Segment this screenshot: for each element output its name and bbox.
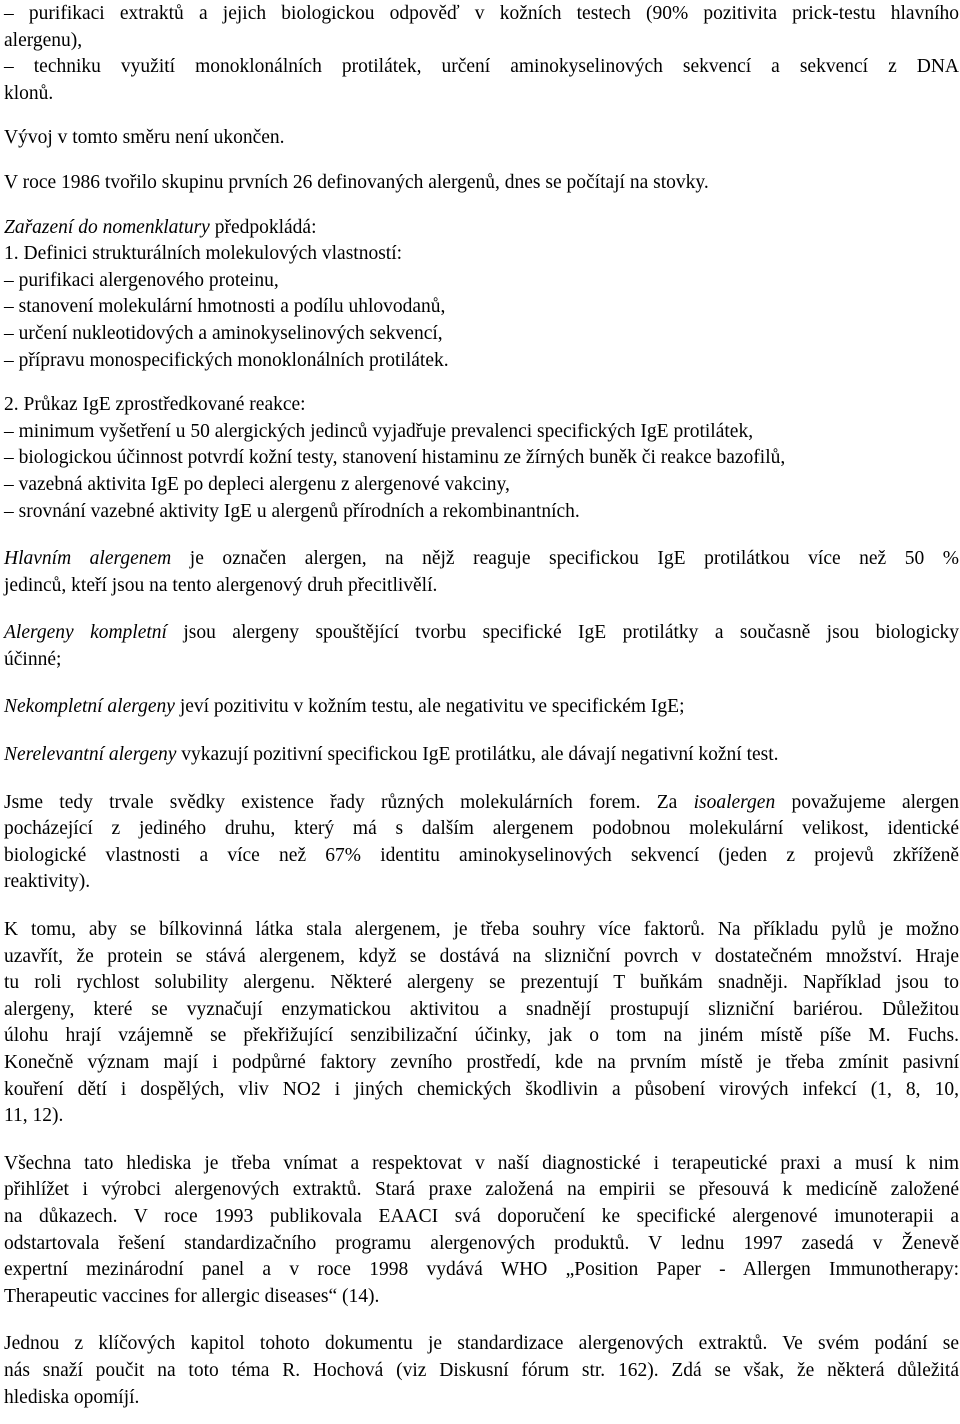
list-item: – stanovení molekulární hmotnosti a podílu uhlovodanů, (4, 296, 446, 318)
text-span: považujeme alergen (775, 791, 959, 813)
text-line: nás snaží poučit na toto téma R. Hochová (viz Diskusní fórum str. 162). Zdá se však, že některá důležitá (4, 1359, 959, 1381)
paragraph-factors (4, 917, 959, 1130)
text-line (4, 790, 959, 817)
paragraph-main-allergen (4, 546, 959, 599)
text-line (4, 546, 959, 573)
text-span: předpokládá: (209, 216, 317, 238)
text-line: Therapeutic vaccines for allergic diseases“ (14). (4, 1285, 380, 1307)
list-item: – určení nukleotidových a aminokyselinových sekvencí, (4, 322, 443, 344)
text-line: expertní mezinárodní panel a v roce 1998 vydává WHO „Position Paper - Allergen Immunotherapy: (4, 1259, 959, 1281)
text-line: alergeny, které se vyznačují enzymatickou aktivitou a snadnějí prostupují slizniční bariérou. Důležitou (4, 998, 959, 1020)
text-line: přihlížet i výrobci alergenových extraktů. Stará praxe založená na empirii se přesouvá k medicíně založené (4, 1179, 959, 1201)
list-item: – srovnání vazebné aktivity IgE u alergenů přírodních a rekombinantních. (4, 500, 580, 522)
text-span: jsou alergeny spouštějící tvorbu specifické IgE protilátky a současně jsou biologicky (166, 622, 959, 644)
text-line: tu roli rychlost solubility alergenu. Některé alergeny se prezentují T buňkám snadněji. Například jsou to (4, 972, 959, 994)
text-line: reaktivity). (4, 871, 91, 893)
list-item: – přípravu monospecifických monoklonálních protilátek. (4, 349, 449, 371)
document-page (4, 1, 959, 1411)
list-item-1-heading: 1. Definici strukturálních molekulových vlastností: (4, 243, 403, 265)
paragraph-standards (4, 1151, 959, 1311)
text-span: jeví pozitivitu v kožním testu, ale negativitu ve specifickém IgE; (174, 696, 685, 718)
italic-term: Hlavním alergenem (4, 548, 172, 570)
text-line: alergenu), (4, 29, 83, 51)
text-line: hlediska opomíjí. (4, 1386, 140, 1408)
text-line: 11, 12). (4, 1105, 64, 1127)
paragraph-development: Vývoj v tomto směru není ukončen. (4, 127, 285, 149)
text-line: K tomu, aby se bílkovinná látka stala alergenem, je třeba souhry více faktorů. Na příkladu pylů je možno (4, 919, 959, 941)
text-line: klonů. (4, 82, 54, 104)
text-line: na důkazech. V roce 1993 publikovala EAACI svá doporučení ke specifické alergenové imunoterapii a (4, 1205, 959, 1227)
list-item: – purifikaci alergenového proteinu, (4, 269, 279, 291)
list-item: – vazebná aktivita IgE po depleci alergenu z alergenové vakciny, (4, 473, 510, 495)
text-line: Jednou z klíčových kapitol tohoto dokumentu je standardizace alergenových extraktů. Ve svém podání se (4, 1333, 959, 1355)
text-span: vykazují pozitivní specifickou IgE protilátku, ale dávají negativní kožní test. (176, 744, 779, 766)
text-line: Všechna tato hlediska je třeba vnímat a respektovat v naší diagnostické i terapeutické praxi a musí k nim (4, 1152, 959, 1174)
text-line: uzavřít, že protein se stává alergenem, když se dostává na slizniční povrch v dostatečném množství. Hraje (4, 945, 959, 967)
text-line (4, 620, 959, 647)
paragraph-irrelevant-allergens (4, 742, 959, 769)
paragraph-methods-list (4, 1, 959, 107)
paragraph-standardization (4, 1331, 959, 1411)
text-span: je označen alergen, na nějž reaguje specifickou IgE protilátkou více než 50 % (171, 548, 959, 570)
text-line: kouření dětí i dospělých, vliv NO2 i jiných chemických škodlivin a působení virových infekcí (1, 8, 10, (4, 1078, 959, 1100)
text-line: úlohu hrají vzájemně se překřižující senzibilizační účinky, jak o tom na jiném místě píše M. Fuchs. (4, 1025, 959, 1047)
italic-term: Zařazení do nomenklatury (4, 216, 210, 238)
paragraph-isoallergen (4, 790, 959, 896)
list-item-2-heading: 2. Průkaz IgE zprostředkované reakce: (4, 394, 306, 416)
text-line: pocházející z jediného druhu, který má s dalším alergenem podobnou molekulární velikost, identické (4, 818, 959, 840)
text-line: účinné; (4, 648, 62, 670)
text-line: – purifikaci extraktů a jejich biologickou odpověď v kožních testech (90% pozitivita prick-testu hlavního (4, 3, 959, 24)
list-item: – minimum vyšetření u 50 alergických jedinců vyjadřuje prevalenci specifických IgE protilátek, (4, 420, 754, 442)
text-line: odstartovala řešení standardizačního programu alergenových produktů. V lednu 1997 zasedá v Ženevě (4, 1232, 959, 1254)
italic-term: Nekompletní alergeny (4, 696, 175, 718)
text-line: jedinců, kteří jsou na tento alergenový druh přecitlivělí. (4, 574, 438, 596)
paragraph-incomplete-allergens (4, 694, 959, 721)
text-line: – techniku využití monoklonálních protilátek, určení aminokyselinových sekvencí a sekvencí z DNA (4, 56, 959, 78)
italic-term: Alergeny kompletní (4, 622, 167, 644)
text-line: Konečně význam mají i podpůrné faktory zevního prostředí, kde na prvním místě je třeba zmínit pasivní (4, 1052, 959, 1073)
italic-term: Nerelevantní alergeny (4, 744, 177, 766)
paragraph-history: V roce 1986 tvořilo skupinu prvních 26 definovaných alergenů, dnes se počítají na stovky. (4, 171, 709, 193)
italic-term: isoalergen (693, 791, 776, 813)
paragraph-complete-allergens (4, 620, 959, 673)
text-span: Jsme tedy trvale svědky existence řady různých molekulárních forem. Za (4, 791, 694, 813)
nomenclature-heading (4, 215, 959, 242)
text-line: biologické vlastnosti a více než 67% identitu aminokyselinových sekvencí (jeden z projevů zkříženě (4, 844, 959, 866)
list-item: – biologickou účinnost potvrdí kožní testy, stanovení histaminu ze žírných buněk či reakce bazofilů, (4, 447, 786, 469)
